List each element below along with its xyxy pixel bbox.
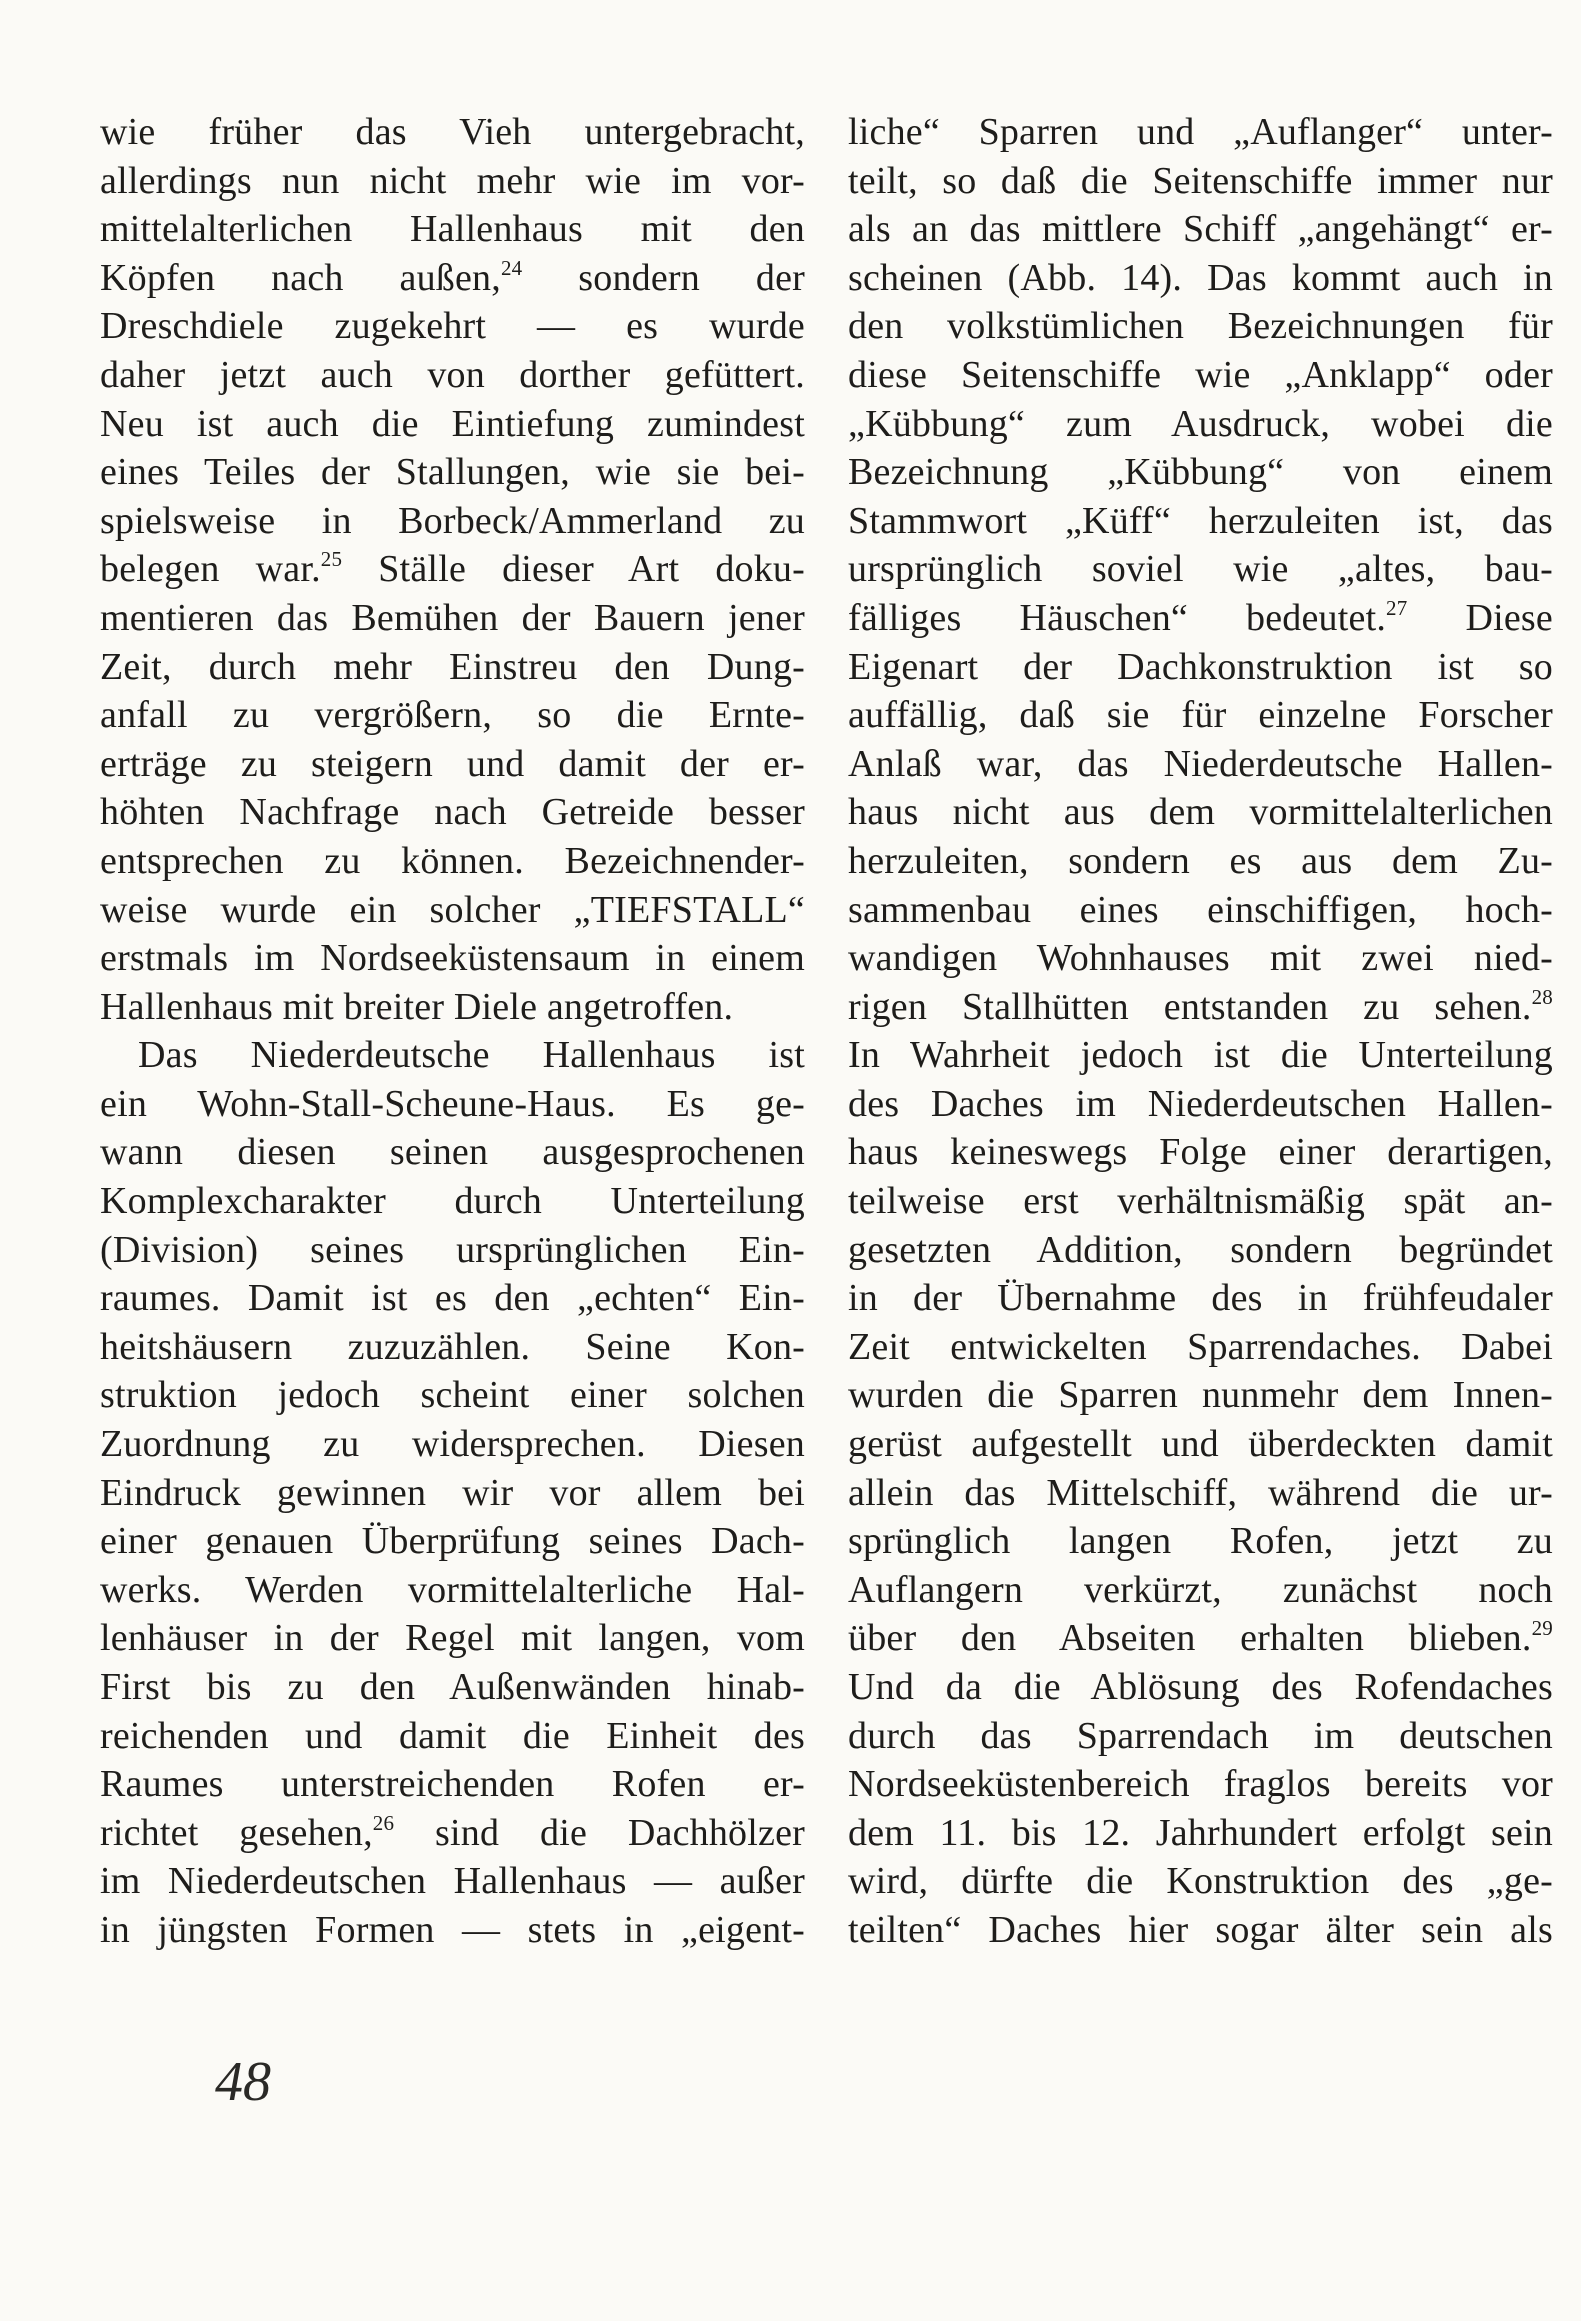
line-text: Anlaß war, das Niederdeutsche Hallen- [848,742,1553,785]
line-text: sprünglich langen Rofen, jetzt zu [848,1520,1553,1563]
line-text: wann diesen seinen ausgesprochenen [100,1131,805,1174]
text-line [100,1712,805,1761]
text-line [848,1128,1553,1177]
text-line [848,1712,1553,1761]
text-line [100,400,805,449]
line-text: im Niederdeutschen Hallenhaus — außer [100,1860,805,1903]
line-text: Stammwort „Küff“ herzuleiten ist, das [848,499,1553,542]
line-text: diese Seitenschiffe wie „Anklapp“ oder [848,353,1553,396]
line-text: erstmals im Nordseeküstensaum in einem [100,937,805,980]
line-text: werks. Werden vormittelalterliche Hal- [100,1568,805,1611]
text-line [848,545,1553,594]
text-line [848,643,1553,692]
text-line [100,983,805,1032]
line-text: Neu ist auch die Eintiefung zumindest [100,402,805,445]
line-text: struktion jedoch scheint einer solchen [100,1374,805,1417]
footnote-reference: 24 [500,255,523,280]
line-text: allein das Mittelschiff, während die ur- [848,1471,1553,1514]
right-text-column [848,108,1553,1955]
line-text: haus nicht aus dem vormittelalterlichen [848,791,1553,834]
line-text: mittelalterlichen Hallenhaus mit den [100,208,805,251]
line-text: liche“ Sparren und „Auflanger“ unter- [848,111,1553,153]
text-line [100,788,805,837]
line-text: in der Übernahme des in frühfeudaler [848,1277,1553,1320]
text-line [848,1760,1553,1809]
line-text: haus keineswegs Folge einer derartigen, [848,1131,1553,1174]
line-text: höhten Nachfrage nach Getreide besser [100,791,805,834]
text-line [100,1614,805,1663]
text-line [100,497,805,546]
line-text: Zeit entwickelten Sparrendaches. Dabei [848,1325,1553,1368]
line-text: durch das Sparrendach im deutschen [848,1714,1553,1757]
line-text: Dreschdiele zugekehrt — es wurde [100,305,805,348]
line-text-continued: sondern der [522,256,806,299]
line-text: (Division) seines ursprünglichen Ein- [100,1228,805,1271]
text-line [848,400,1553,449]
line-text: eines Teiles der Stallungen, wie sie bei- [100,451,805,494]
line-text: wie früher das Vieh untergebracht, [100,111,805,153]
line-text: mentieren das Bemühen der Bauern jener [100,596,805,639]
text-line [100,643,805,692]
line-text: Und da die Ablösung des Rofendaches [848,1666,1553,1708]
text-line [100,108,805,157]
page-number: 48 [215,2051,271,2113]
line-text: des Daches im Niederdeutschen Hallen- [848,1082,1553,1125]
text-line [100,837,805,886]
text-line [848,497,1553,546]
footnote-reference: 26 [372,1810,395,1835]
line-text: Das Niederdeutsche Hallenhaus ist [138,1034,805,1077]
line-text: teilten“ Daches hier sogar älter sein als [848,1908,1553,1951]
line-text: gesetzten Addition, sondern begründet [848,1228,1553,1271]
text-line [100,1566,805,1615]
line-text: scheinen (Abb. 14). Das kommt auch in [848,256,1553,299]
text-line [100,157,805,206]
footnote-reference: 29 [1531,1616,1553,1641]
line-text: teilweise erst verhältnismäßig spät an- [848,1180,1553,1223]
text-line [100,205,805,254]
line-text: den volkstümlichen Bezeichnungen für [848,305,1553,348]
text-line [848,1420,1553,1469]
text-line [848,594,1553,643]
line-text: einer genauen Überprüfung seines Dach- [100,1520,805,1563]
line-text: über den Abseiten erhalten blieben. [848,1617,1532,1660]
text-line [848,205,1553,254]
text-line [848,788,1553,837]
line-text: als an das mittlere Schiff „angehängt“ er- [848,208,1553,251]
line-text: Zeit, durch mehr Einstreu den Dung- [100,645,805,688]
text-line [848,302,1553,351]
text-line [100,1760,805,1809]
line-text: Komplexcharakter durch Unterteilung [100,1180,805,1223]
text-line [100,1226,805,1275]
text-line [848,1323,1553,1372]
line-text: wird, dürfte die Konstruktion des „ge- [848,1860,1553,1903]
text-line [100,1128,805,1177]
line-text: Nordseeküstenbereich fraglos bereits vor [848,1763,1553,1806]
text-line [848,254,1553,303]
line-text: Bezeichnung „Kübbung“ von einem [848,451,1553,494]
text-line [100,302,805,351]
text-line [100,448,805,497]
text-line [100,594,805,643]
text-line [848,1274,1553,1323]
text-line [848,448,1553,497]
text-line [848,1663,1553,1712]
text-line [100,1371,805,1420]
text-line [100,934,805,983]
text-line [100,1663,805,1712]
line-text: auffällig, daß sie für einzelne Forscher [848,694,1553,737]
text-line [848,983,1553,1032]
text-line [100,545,805,594]
line-text: in jüngsten Formen — stets in „eigent- [100,1908,805,1951]
line-text: raumes. Damit ist es den „echten“ Ein- [100,1277,805,1320]
text-line [848,837,1553,886]
footnote-reference: 25 [320,547,343,572]
text-line [848,691,1553,740]
text-line [100,886,805,935]
text-line [100,254,805,303]
text-line [100,1809,805,1858]
text-line [848,1809,1553,1858]
line-text: ein Wohn-Stall-Scheune-Haus. Es ge- [100,1082,805,1125]
line-text: wurden die Sparren nunmehr dem Innen- [848,1374,1553,1417]
text-line [848,108,1553,157]
line-text: spielsweise in Borbeck/Ammerland zu [100,499,805,542]
text-line [100,1469,805,1518]
text-line [100,1857,805,1906]
line-text: sammenbau eines einschiffigen, hoch- [848,888,1553,931]
text-line [100,1420,805,1469]
text-line [848,1566,1553,1615]
line-text: fälliges Häuschen“ bedeutet. [848,596,1387,639]
line-text: dem 11. bis 12. Jahrhundert erfolgt sein [848,1811,1553,1854]
line-text: rigen Stallhütten entstanden zu sehen. [848,985,1532,1028]
text-line [100,1080,805,1129]
line-text: richtet gesehen, [100,1811,373,1854]
text-line [848,157,1553,206]
text-line [100,1274,805,1323]
line-text: First bis zu den Außenwänden hinab- [100,1666,805,1708]
text-line [848,351,1553,400]
text-line [848,1226,1553,1275]
text-line [100,351,805,400]
line-text: Hallenhaus mit breiter Diele angetroffen. [100,985,734,1028]
text-line [848,740,1553,789]
text-line [848,1614,1553,1663]
line-text: daher jetzt auch von dorther gefüttert. [100,353,805,396]
text-line [100,740,805,789]
text-line [848,1517,1553,1566]
line-text-continued: sind die Dachhölzer [394,1811,806,1854]
footnote-reference: 28 [1531,984,1553,1009]
text-line [100,691,805,740]
line-text-continued: Ställe dieser Art doku- [342,548,805,591]
line-text: reichenden und damit die Einheit des [100,1714,805,1757]
line-text: Zuordnung zu widersprechen. Diesen [100,1423,805,1466]
text-line [848,886,1553,935]
line-text: heitshäusern zuzuzählen. Seine Kon- [100,1325,805,1368]
line-text: weise wurde ein solcher „TIEFSTALL“ [100,888,805,931]
line-text: belegen war. [100,548,321,591]
line-text: Eindruck gewinnen wir vor allem bei [100,1471,805,1514]
text-line [100,1517,805,1566]
line-text: Auflangern verkürzt, zunächst noch [848,1568,1553,1611]
text-line [100,1323,805,1372]
line-text: teilt, so daß die Seitenschiffe immer nur [848,159,1553,202]
footnote-reference: 27 [1386,595,1408,620]
line-text: Köpfen nach außen, [100,256,501,299]
text-line [848,1371,1553,1420]
line-text: entsprechen zu können. Bezeichnender- [100,839,805,882]
text-line [848,1857,1553,1906]
text-line [848,934,1553,983]
line-text: herzuleiten, sondern es aus dem Zu- [848,839,1553,882]
line-text: gerüst aufgestellt und überdeckten damit [848,1423,1553,1466]
line-text: ursprünglich soviel wie „altes, bau- [848,548,1553,591]
line-text: „Kübbung“ zum Ausdruck, wobei die [848,402,1553,445]
text-line [848,1080,1553,1129]
text-line [848,1177,1553,1226]
text-line [100,1177,805,1226]
line-text: Eigenart der Dachkonstruktion ist so [848,645,1553,688]
line-text: erträge zu steigern und damit der er- [100,742,805,785]
text-line [848,1906,1553,1955]
left-text-column [100,108,805,1955]
line-text: wandigen Wohnhauses mit zwei nied- [848,937,1553,980]
line-text: allerdings nun nicht mehr wie im vor- [100,159,805,202]
text-line [100,1031,805,1080]
line-text: In Wahrheit jedoch ist die Unterteilung [848,1034,1553,1077]
line-text: lenhäuser in der Regel mit langen, vom [100,1617,805,1660]
text-line [100,1906,805,1955]
line-text-continued: Diese [1407,596,1553,639]
text-line [848,1031,1553,1080]
line-text: anfall zu vergrößern, so die Ernte- [100,694,805,737]
text-line [848,1469,1553,1518]
line-text: Raumes unterstreichenden Rofen er- [100,1763,805,1806]
